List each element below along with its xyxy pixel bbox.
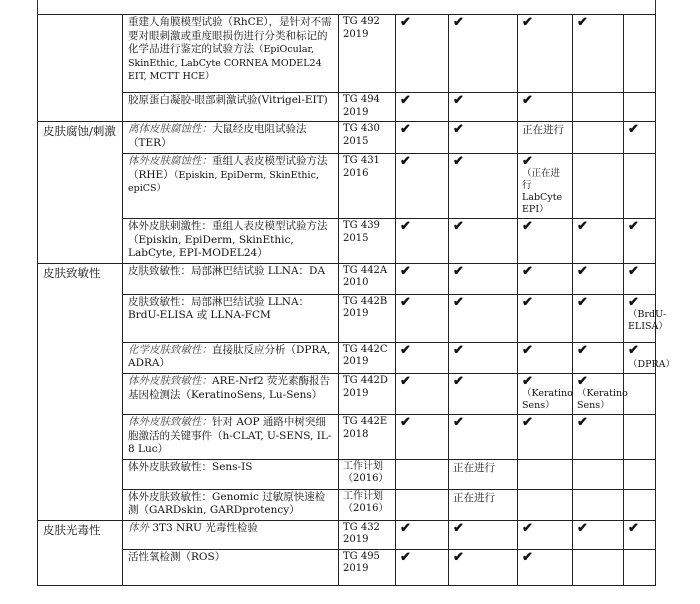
method-description xyxy=(123,415,339,460)
guideline-number: TG 492 xyxy=(343,16,380,27)
checkmark-icon: ✔ xyxy=(522,263,533,279)
table-row xyxy=(38,489,656,520)
checkmark-icon: ✔ xyxy=(577,415,588,430)
method-description xyxy=(123,122,339,154)
category-skin-phototoxicity: 皮肤光毒性 xyxy=(38,520,123,585)
status-cell xyxy=(518,122,573,154)
status-cell xyxy=(449,122,518,154)
status-cell xyxy=(449,489,518,520)
table-top-right-rule xyxy=(655,0,656,14)
checkmark-icon: ✔ xyxy=(522,549,533,565)
guideline-cell xyxy=(339,549,396,585)
status-cell xyxy=(624,219,656,264)
guideline-cell xyxy=(339,93,396,122)
guideline-number: 工作计划 xyxy=(343,490,383,502)
status-cell xyxy=(624,93,656,122)
description-text: 皮肤致敏性：局部淋巴结试验 LLNA：DA xyxy=(128,264,326,277)
checkmark-icon: ✔ xyxy=(628,294,639,310)
checkmark-icon: ✔ xyxy=(453,122,464,137)
status-cell xyxy=(396,342,449,374)
description-text: 3T3 NRU 光毒性检验 xyxy=(152,521,258,534)
description-text: 直接肽反应分析（DPRA, ADRA） xyxy=(128,343,331,369)
table-row xyxy=(38,374,656,415)
method-description xyxy=(123,520,339,549)
status-cell xyxy=(396,374,449,415)
status-cell xyxy=(449,15,518,93)
table-row xyxy=(38,154,656,219)
checkmark-icon: ✔ xyxy=(453,93,464,108)
status-cell xyxy=(396,263,449,294)
status-cell xyxy=(624,294,668,342)
checkmark-icon: ✔ xyxy=(400,263,411,279)
method-description xyxy=(123,459,339,489)
status-cell xyxy=(573,489,624,520)
guideline-cell xyxy=(339,459,396,489)
description-text: 体外皮肤致敏性：Genomic 过敏原快速检测（GARDskin, GARDprotency） xyxy=(128,490,326,516)
description-text: 体外皮肤致敏性：Sens-IS xyxy=(128,460,253,473)
method-description xyxy=(123,489,339,520)
guideline-cell xyxy=(339,122,396,154)
method-description xyxy=(123,342,339,374)
status-cell xyxy=(518,374,573,415)
status-cell xyxy=(518,263,573,294)
checkmark-icon: ✔ xyxy=(453,294,464,310)
description-text: 活性氧检测（ROS） xyxy=(128,550,226,563)
checkmark-icon: ✔ xyxy=(453,263,464,279)
status-note: （Keratino Sens） xyxy=(522,388,573,411)
checkmark-icon: ✔ xyxy=(577,374,588,389)
checkmark-icon: ✔ xyxy=(400,219,411,234)
guideline-number: TG 494 xyxy=(343,94,380,105)
status-cell xyxy=(573,294,624,342)
status-cell xyxy=(518,520,573,549)
method-description xyxy=(123,549,339,585)
checkmark-icon: ✔ xyxy=(453,549,464,565)
category-skin-sensitization: 皮肤致敏性 xyxy=(38,263,123,520)
status-note: （BrdU-ELISA） xyxy=(628,308,668,332)
status-cell xyxy=(573,549,624,585)
status-cell xyxy=(573,459,624,489)
status-cell xyxy=(396,15,449,93)
status-cell xyxy=(624,15,656,93)
guideline-year: 2019 xyxy=(343,563,369,574)
checkmark-icon: ✔ xyxy=(522,415,533,430)
checkmark-icon: ✔ xyxy=(577,342,588,358)
status-cell xyxy=(573,219,624,264)
status-cell xyxy=(518,219,573,264)
checkmark-icon: ✔ xyxy=(453,219,464,234)
table-row xyxy=(38,520,656,549)
checkmark-icon: ✔ xyxy=(453,342,464,358)
status-cell xyxy=(624,549,656,585)
status-note: （Keratino Sens） xyxy=(577,388,628,411)
guideline-year: 2015 xyxy=(343,232,369,244)
description-text: （EpiOcular, SkinEthic, LabCyte CORNEA MODEL24 EIT, MCTT HCE） xyxy=(128,44,322,82)
status-cell xyxy=(449,549,518,585)
status-cell xyxy=(396,489,449,520)
table-row xyxy=(38,415,656,460)
status-cell xyxy=(624,459,656,489)
checkmark-icon: ✔ xyxy=(400,93,411,108)
guideline-cell xyxy=(339,263,396,294)
guideline-number: TG 442C xyxy=(343,343,388,355)
guideline-number: TG 432 xyxy=(343,521,380,533)
status-cell xyxy=(624,415,656,460)
table-row xyxy=(38,93,656,122)
status-cell xyxy=(449,374,518,415)
status-cell xyxy=(518,549,573,585)
method-description xyxy=(123,15,339,93)
guideline-number: TG 442D xyxy=(343,375,388,386)
guideline-year: 2019 xyxy=(343,387,369,399)
status-cell xyxy=(573,15,624,93)
status-cell xyxy=(518,154,573,219)
description-text: 重建人角膜模型试验（RhCE），是针对不需要对眼刺激或重度眼损伤进行分类和标记的化学品进行鉴定的试验方法 xyxy=(128,16,332,55)
table-row xyxy=(38,219,656,264)
guideline-number: TG 442B xyxy=(343,295,388,307)
guideline-cell xyxy=(339,415,396,460)
checkmark-icon: ✔ xyxy=(577,294,588,310)
category-cell xyxy=(38,15,123,122)
table-row xyxy=(38,15,656,93)
checkmark-icon: ✔ xyxy=(628,520,639,536)
status-cell xyxy=(449,93,518,122)
status-cell xyxy=(449,415,518,460)
status-cell xyxy=(449,520,518,549)
method-description xyxy=(123,263,339,294)
guideline-cell xyxy=(339,294,396,342)
description-text: 重组人表皮模型试验方法（RHE） xyxy=(128,155,328,181)
status-cell xyxy=(449,294,518,342)
status-cell xyxy=(518,415,573,460)
checkmark-icon: ✔ xyxy=(400,294,411,310)
checkmark-icon: ✔ xyxy=(577,263,588,279)
guideline-number: TG 439 xyxy=(343,220,380,231)
status-cell xyxy=(573,374,628,415)
checkmark-icon: ✔ xyxy=(453,520,464,536)
method-description xyxy=(123,294,339,342)
status-cell xyxy=(518,459,573,489)
checkmark-icon: ✔ xyxy=(522,219,533,234)
checkmark-icon: ✔ xyxy=(400,374,411,389)
guideline-year: 2018 xyxy=(343,428,369,440)
guideline-cell xyxy=(339,520,396,549)
guideline-year: （2016） xyxy=(343,473,389,484)
checkmark-icon: ✔ xyxy=(577,15,588,30)
checkmark-icon: ✔ xyxy=(453,154,464,169)
status-text: 正在进行 xyxy=(522,124,564,136)
status-cell xyxy=(396,415,449,460)
description-text: 体外皮肤致敏性： xyxy=(128,375,212,387)
guideline-number: TG 430 xyxy=(343,123,380,134)
description-text: 体外皮肤腐蚀性： xyxy=(128,155,212,167)
status-cell xyxy=(518,93,573,122)
method-description xyxy=(123,219,339,264)
guideline-number: 工作计划 xyxy=(343,460,383,472)
test-methods-table xyxy=(37,14,676,586)
checkmark-icon: ✔ xyxy=(522,93,533,108)
status-note: （DPRA） xyxy=(628,358,676,370)
status-cell xyxy=(573,93,624,122)
status-cell xyxy=(624,263,656,294)
status-cell xyxy=(396,154,449,219)
category-skin-corrosion-irritation: 皮肤腐蚀/刺激 xyxy=(38,122,123,264)
description-text: 离体皮肤腐蚀性： xyxy=(128,123,212,135)
status-cell xyxy=(624,154,656,219)
guideline-year: 2019 xyxy=(343,308,369,319)
status-cell xyxy=(624,374,656,415)
checkmark-icon: ✔ xyxy=(577,219,588,234)
status-cell xyxy=(573,122,624,154)
description-text: 大鼠经皮电阻试验法（TER） xyxy=(128,123,307,149)
checkmark-icon: ✔ xyxy=(453,374,464,389)
guideline-cell xyxy=(339,219,396,264)
checkmark-icon: ✔ xyxy=(400,342,411,358)
description-text: 体外皮肤刺激性：重组人表皮模型试验方法（Episkin, EpiDerm, SkinEthic, LabCyte, EPI-MODEL24） xyxy=(128,220,328,259)
checkmark-icon: ✔ xyxy=(628,263,639,279)
checkmark-icon: ✔ xyxy=(400,549,411,565)
status-cell xyxy=(449,459,518,489)
status-cell xyxy=(624,342,676,374)
method-description xyxy=(123,93,339,122)
guideline-year: 2019 xyxy=(343,106,369,118)
checkmark-icon: ✔ xyxy=(522,374,533,389)
checkmark-icon: ✔ xyxy=(453,15,464,30)
status-cell xyxy=(396,219,449,264)
description-text: 体外皮肤致敏性： xyxy=(128,416,212,428)
status-cell xyxy=(449,263,518,294)
guideline-cell xyxy=(339,374,396,415)
status-cell xyxy=(396,549,449,585)
guideline-year: 2016 xyxy=(343,167,369,179)
checkmark-icon: ✔ xyxy=(400,415,411,430)
status-cell xyxy=(449,154,518,219)
guideline-number: TG 431 xyxy=(343,155,380,166)
status-cell xyxy=(396,294,449,342)
status-cell xyxy=(396,93,449,122)
checkmark-icon: ✔ xyxy=(577,520,588,536)
status-text: 正在进行 xyxy=(453,461,495,474)
checkmark-icon: ✔ xyxy=(522,15,533,30)
guideline-year: （2016） xyxy=(343,503,389,514)
guideline-cell xyxy=(339,342,396,374)
checkmark-icon: ✔ xyxy=(453,415,464,430)
status-cell xyxy=(624,520,656,549)
table-row xyxy=(38,549,656,585)
checkmark-icon: ✔ xyxy=(400,122,411,137)
method-description xyxy=(123,154,339,219)
status-cell xyxy=(573,415,624,460)
status-cell xyxy=(518,489,573,520)
guideline-cell xyxy=(339,15,396,93)
guideline-year: 2019 xyxy=(343,356,369,367)
description-text: （Episkin, EpiDerm, SkinEthic, epiCS） xyxy=(128,169,319,194)
method-description xyxy=(123,374,339,415)
checkmark-icon: ✔ xyxy=(522,342,533,358)
checkmark-icon: ✔ xyxy=(400,520,411,536)
checkmark-icon: ✔ xyxy=(522,294,533,310)
guideline-year: 2015 xyxy=(343,135,369,147)
status-cell xyxy=(449,219,518,264)
description-text: 体外 xyxy=(128,521,153,534)
status-cell xyxy=(624,489,656,520)
checkmark-icon: ✔ xyxy=(400,154,411,169)
table-row xyxy=(38,459,656,489)
status-cell xyxy=(573,263,624,294)
status-note: （正在进行 LabCyte EPI） xyxy=(522,168,563,215)
description-text: 针对 AOP 通路中树突细胞激活的关键事件（h-CLAT, U-SENS, IL-8 Luc） xyxy=(128,416,332,455)
checkmark-icon: ✔ xyxy=(400,15,411,30)
guideline-number: TG 442E xyxy=(343,416,388,427)
table-row xyxy=(38,294,656,342)
guideline-cell xyxy=(339,489,396,520)
table-row xyxy=(38,122,656,154)
checkmark-icon: ✔ xyxy=(628,342,639,358)
status-text: 正在进行 xyxy=(453,491,495,504)
table-top-left-rule xyxy=(37,0,38,14)
status-cell xyxy=(573,342,624,374)
guideline-year: 2019 xyxy=(343,534,369,545)
status-cell xyxy=(573,154,624,219)
table-row xyxy=(38,263,656,294)
guideline-number: TG 495 xyxy=(343,550,380,562)
status-cell xyxy=(518,342,573,374)
guideline-year: 2010 xyxy=(343,277,369,288)
status-cell xyxy=(396,520,449,549)
guideline-number: TG 442A xyxy=(343,264,388,276)
status-cell xyxy=(396,459,449,489)
table-row xyxy=(38,342,656,374)
status-cell xyxy=(518,15,573,93)
checkmark-icon: ✔ xyxy=(628,219,639,234)
status-cell xyxy=(518,294,573,342)
status-cell xyxy=(396,122,449,154)
checkmark-icon: ✔ xyxy=(522,154,533,169)
status-cell xyxy=(449,342,518,374)
description-text: ARE-Nrf2 荧光素酶报告基因检测法（KeratinoSens, Lu-Sens） xyxy=(128,375,331,401)
description-text: 胶原蛋白凝胶-眼部刺激试验(Vitrigel-EIT) xyxy=(128,94,328,106)
status-cell xyxy=(624,122,656,154)
checkmark-icon: ✔ xyxy=(522,520,533,536)
checkmark-icon: ✔ xyxy=(628,122,639,137)
status-cell xyxy=(573,520,624,549)
description-text: 皮肤致敏性：局部淋巴结试验 LLNA：BrdU-ELISA 或 LLNA-FCM xyxy=(128,295,310,321)
guideline-cell xyxy=(339,154,396,219)
guideline-year: 2019 xyxy=(343,28,369,40)
description-text: 化学皮肤致敏性： xyxy=(128,343,212,356)
